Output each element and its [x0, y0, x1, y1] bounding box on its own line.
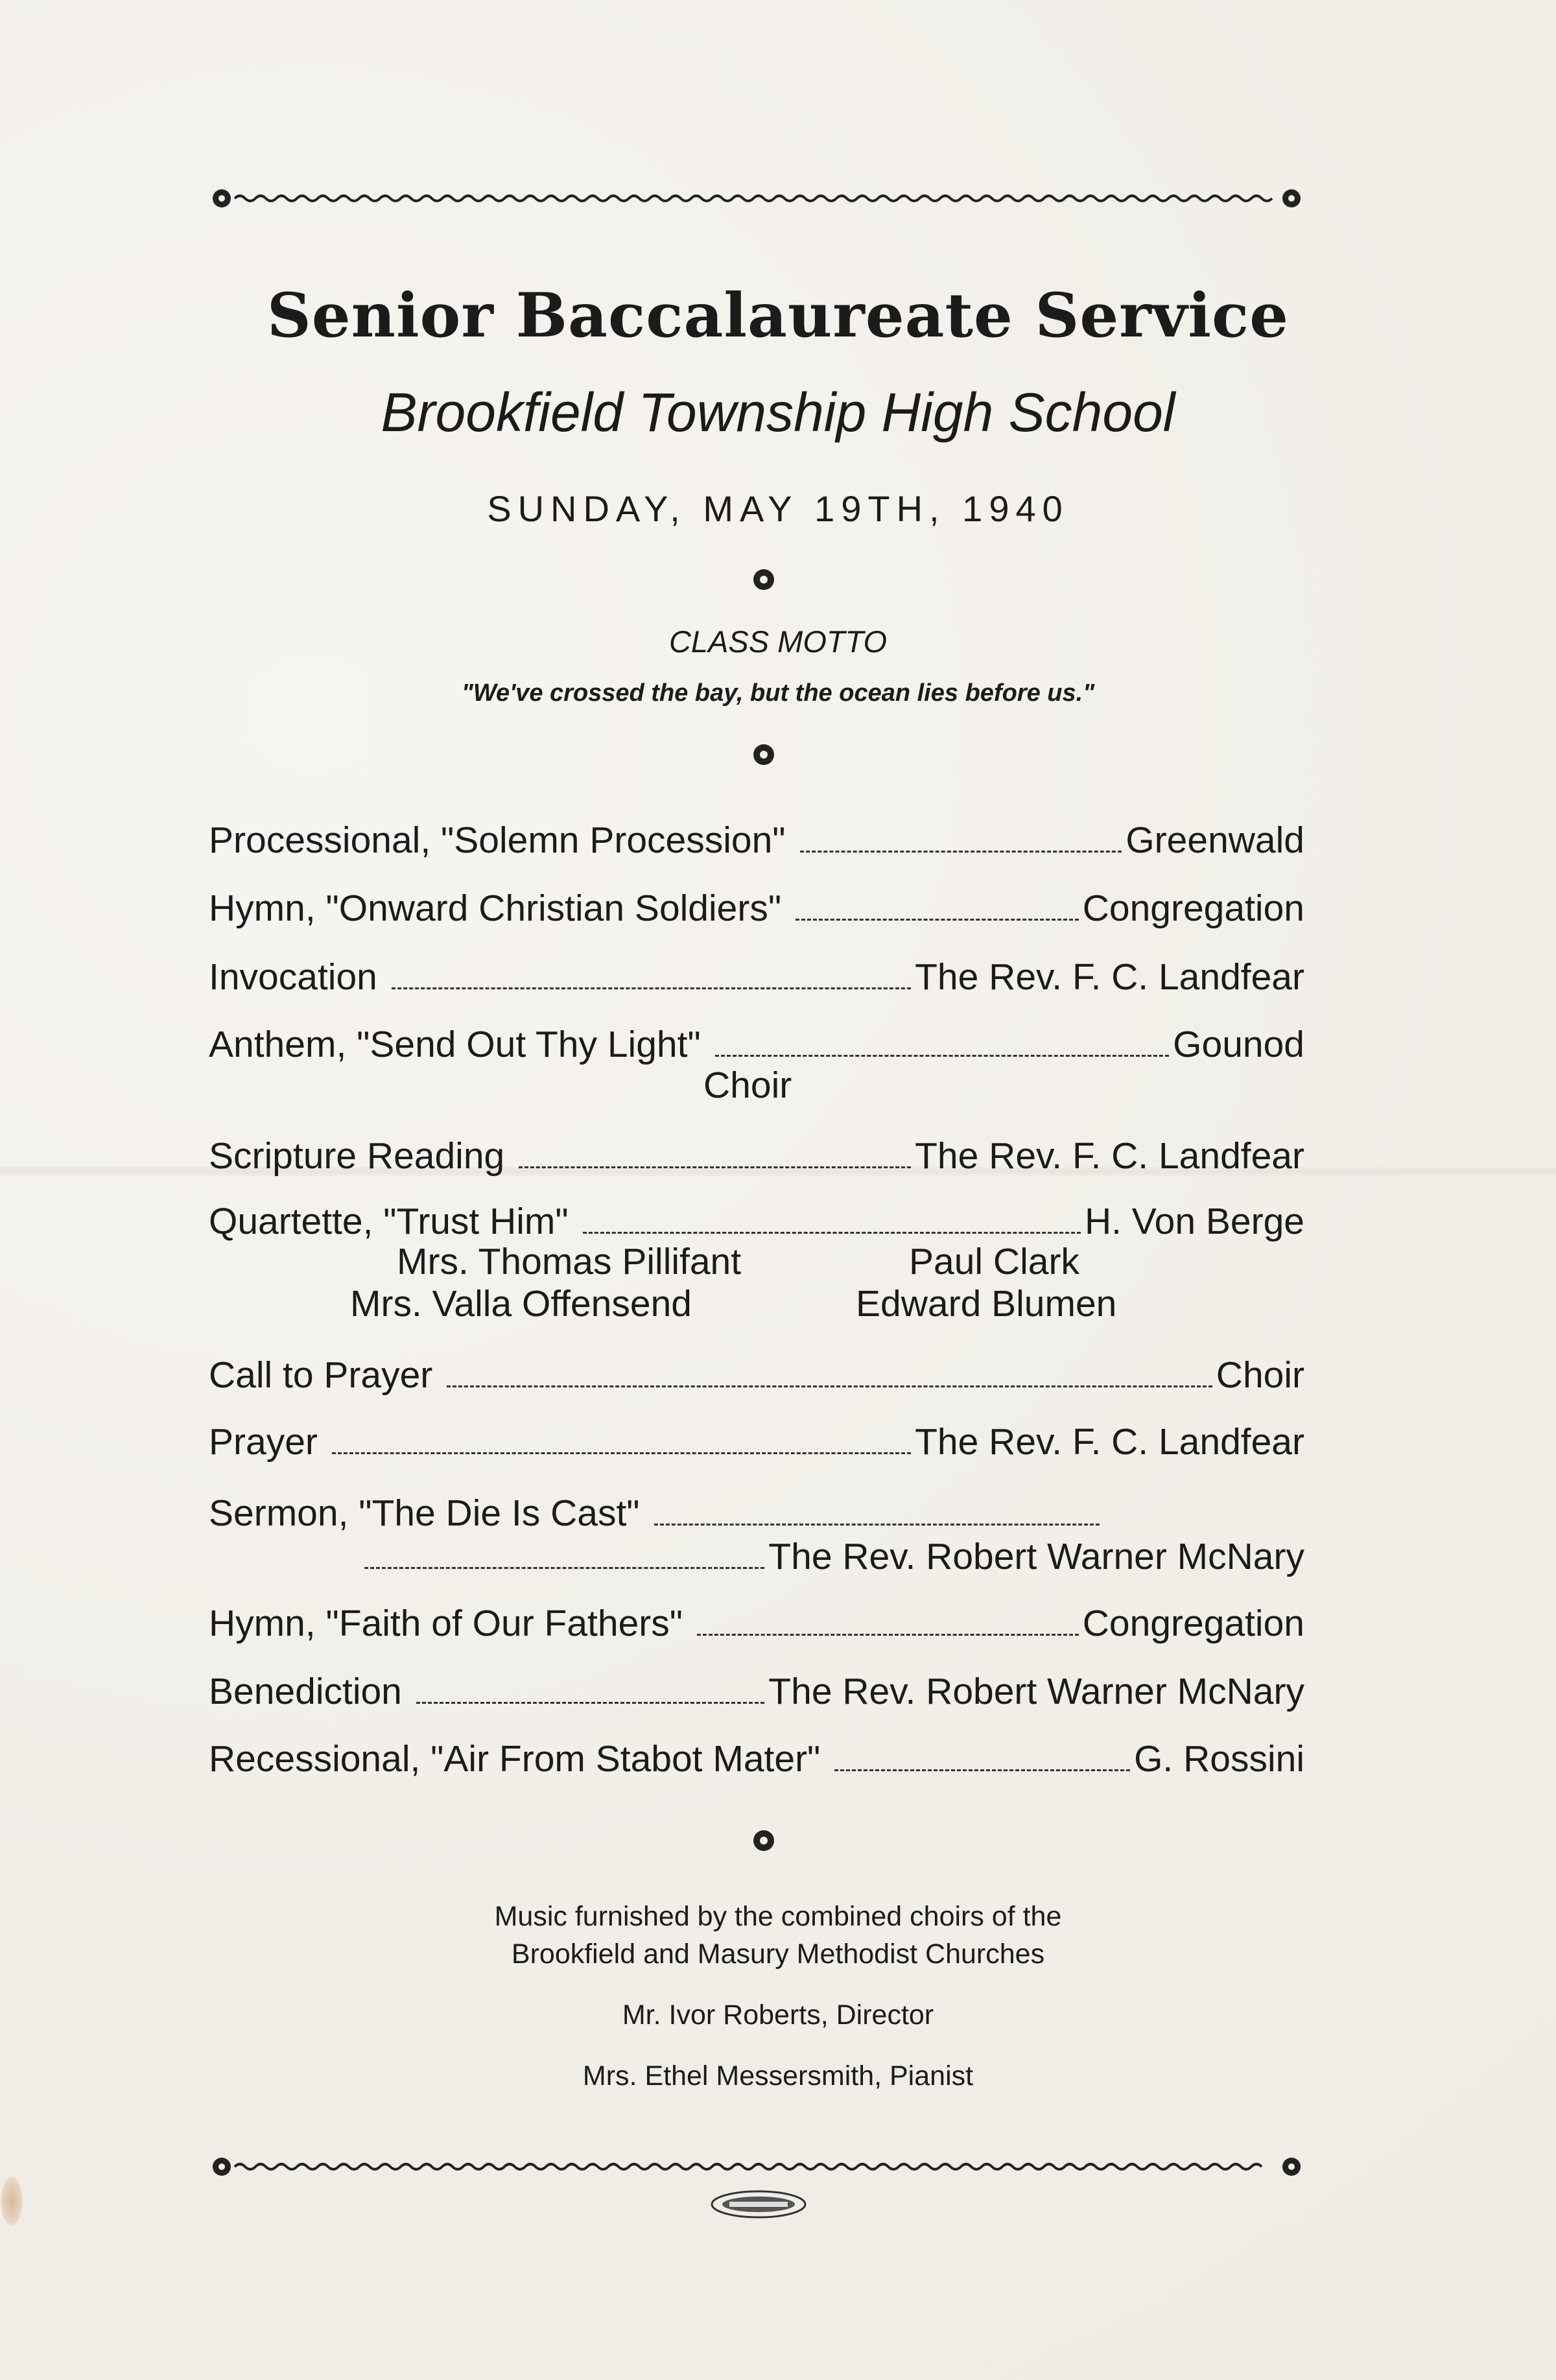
left-flower-icon	[213, 189, 231, 207]
program-row-anthem	[209, 1018, 1304, 1063]
union-label-seal-icon	[710, 2190, 807, 2219]
program-performer: Congregation	[1082, 1603, 1304, 1644]
top-wavy-border	[209, 184, 1304, 213]
ornament-flower-icon	[750, 566, 777, 593]
program-item: Quartette, "Trust Him"	[209, 1201, 569, 1242]
motto-text: "We've crossed the bay, but the ocean lies before us."	[461, 679, 1095, 707]
quartette-singer: Paul Clark	[909, 1241, 1079, 1282]
dotted-leader	[800, 851, 1122, 853]
left-flower-icon	[213, 2158, 231, 2176]
program-item: Anthem, "Send Out Thy Light"	[209, 1024, 701, 1065]
dotted-leader	[697, 1634, 1079, 1636]
program-item: Invocation	[209, 956, 377, 998]
paper-stain	[0, 2175, 23, 2227]
program-performer: The Rev. F. C. Landfear	[915, 1135, 1304, 1177]
program-performer: Gounod	[1173, 1024, 1304, 1065]
program-item: Benediction	[209, 1671, 402, 1712]
program-item: Sermon, "The Die Is Cast"	[209, 1492, 640, 1534]
program-row-processional	[209, 814, 1304, 859]
program-item: Processional, "Solemn Procession"	[209, 819, 786, 861]
program-row-call-to-prayer	[209, 1349, 1304, 1394]
dotted-leader	[715, 1055, 1169, 1057]
ornament-flower-icon	[750, 1827, 777, 1854]
program-row-sermon	[209, 1487, 1103, 1532]
music-credit-line1: Music furnished by the combined choirs of the	[494, 1901, 1062, 1932]
bottom-wavy-border	[209, 2152, 1304, 2181]
program-row-sermon-cont	[364, 1530, 1304, 1575]
program-item: Scripture Reading	[209, 1135, 505, 1177]
right-flower-icon	[1282, 189, 1301, 207]
program-performer: G. Rossini	[1134, 1738, 1304, 1780]
quartette-singer: Mrs. Thomas Pillifant	[397, 1241, 742, 1282]
right-flower-icon	[1282, 2158, 1301, 2176]
program-performer: The Rev. F. C. Landfear	[915, 956, 1304, 998]
program-performer: H. Von Berge	[1084, 1201, 1304, 1242]
program-row-quartette	[209, 1195, 1304, 1240]
program-row-scripture	[209, 1129, 1304, 1175]
dotted-leader	[332, 1452, 911, 1454]
quartette-singer: Mrs. Valla Offensend	[350, 1283, 692, 1325]
director-credit: Mr. Ivor Roberts, Director	[622, 1999, 934, 2031]
service-date: SUNDAY, MAY 19TH, 1940	[487, 488, 1069, 529]
program-item: Hymn, "Faith of Our Fathers"	[209, 1603, 683, 1644]
program-item: Hymn, "Onward Christian Soldiers"	[209, 888, 782, 929]
ornament-flower-icon	[750, 741, 777, 768]
dotted-leader	[416, 1702, 764, 1704]
program-performer: The Rev. F. C. Landfear	[915, 1421, 1304, 1463]
dotted-leader	[834, 1769, 1130, 1771]
program-row-recessional	[209, 1732, 1304, 1778]
program-row-hymn	[209, 882, 1304, 927]
dotted-leader	[392, 987, 911, 989]
quartette-singer: Edward Blumen	[856, 1283, 1117, 1325]
page-title: Senior Baccalaureate Service	[266, 280, 1290, 351]
program-item: Prayer	[209, 1421, 318, 1463]
program-performer: Greenwald	[1126, 819, 1304, 861]
school-name: Brookfield Township High School	[381, 382, 1175, 443]
program-performer: Congregation	[1082, 888, 1304, 929]
pianist-credit: Mrs. Ethel Messersmith, Pianist	[582, 2060, 974, 2091]
dotted-leader	[583, 1232, 1081, 1234]
program-performer: The Rev. Robert Warner McNary	[768, 1671, 1304, 1712]
program-row-benediction	[209, 1665, 1304, 1710]
dotted-leader	[447, 1385, 1212, 1387]
program-row-prayer	[209, 1415, 1304, 1461]
motto-heading: CLASS MOTTO	[668, 624, 888, 659]
dotted-leader	[364, 1567, 764, 1569]
dotted-leader	[654, 1524, 1100, 1526]
dotted-leader	[796, 919, 1079, 921]
program-item: Recessional, "Air From Stabot Mater"	[209, 1738, 821, 1780]
program-item: Call to Prayer	[209, 1354, 433, 1396]
music-credit-line2: Brookfield and Masury Methodist Churches	[511, 1938, 1045, 1970]
program-row-invocation	[209, 950, 1304, 996]
program-performer: The Rev. Robert Warner McNary	[768, 1536, 1304, 1577]
anthem-note: Choir	[703, 1065, 792, 1106]
dotted-leader	[519, 1166, 911, 1168]
program-performer: Choir	[1216, 1354, 1304, 1396]
program-row-hymn-faith	[209, 1597, 1304, 1642]
